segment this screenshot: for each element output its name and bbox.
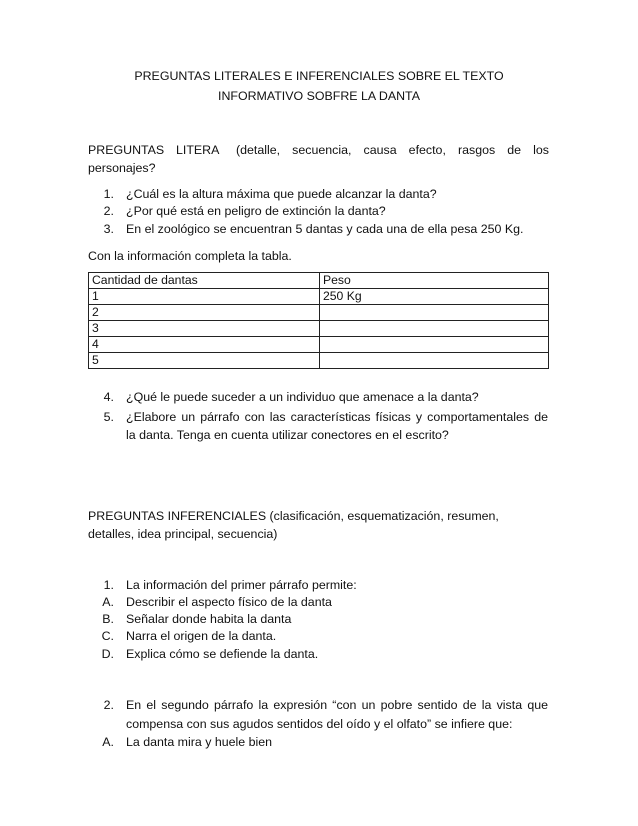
table-cell: 4 (89, 337, 320, 353)
option-text: La danta mira y huele bien (126, 735, 273, 749)
option-text: Señalar donde habita la danta (126, 612, 292, 626)
table-cell: 250 Kg (320, 289, 549, 305)
literal-heading-line2: personajes? (88, 161, 156, 175)
question-number: 5. (103, 410, 114, 424)
table-cell: 2 (89, 305, 320, 321)
question-number: 1. (103, 578, 114, 592)
inferential-heading-line2: detalles, idea principal, secuencia) (88, 527, 278, 541)
question-text-continued: compensa con sus agudos sentidos del oído y el olfato” se infiere que: (126, 717, 513, 731)
question-number: 3. (103, 222, 114, 236)
option-text: Explica cómo se defiende la danta. (126, 647, 319, 661)
question-text-continued: la danta. Tenga en cuenta utilizar conectores en el escrito? (126, 428, 449, 442)
document-title-line2: INFORMATIVO SOBFRE LA DANTA (218, 89, 420, 103)
option-letter: D. (101, 647, 114, 661)
option-letter: B. (102, 612, 114, 626)
option-letter: A. (102, 595, 114, 609)
question-text: ¿Qué le puede suceder a un individuo que amenace a la danta? (126, 390, 479, 404)
table-cell (320, 353, 549, 369)
table-intro: Con la información completa la tabla. (88, 249, 292, 263)
option-letter: C. (101, 629, 114, 643)
table-row (89, 321, 549, 337)
question-text: ¿Elabore un párrafo con las características físicas y comportamentales de (126, 410, 548, 424)
inferential-heading-line1: PREGUNTAS INFERENCIALES (clasificación, esquematización, resumen, (88, 509, 499, 523)
question-text: ¿Cuál es la altura máxima que puede alcanzar la danta? (126, 187, 437, 201)
literal-heading-rest: (detalle, secuencia, causa efecto, rasgos de los (236, 143, 549, 157)
table-row (89, 353, 549, 369)
literal-heading-word1: PREGUNTAS (88, 143, 165, 157)
table-header-cell: Cantidad de dantas (89, 273, 320, 289)
option-letter: A. (102, 735, 114, 749)
question-text: La información del primer párrafo permite: (126, 578, 357, 592)
table-cell (320, 305, 549, 321)
option-text: Describir el aspecto físico de la danta (126, 595, 332, 609)
question-text: En el segundo párrafo la expresión “con un pobre sentido de la vista que (126, 698, 548, 712)
document-title-line1: PREGUNTAS LITERALES E INFERENCIALES SOBRE EL TEXTO (134, 69, 504, 83)
table-cell (320, 321, 549, 337)
table-header-cell: Peso (320, 273, 549, 289)
question-number: 4. (103, 390, 114, 404)
option-text: Narra el origen de la danta. (126, 629, 277, 643)
table-row (89, 289, 549, 305)
table-row (89, 305, 549, 321)
table-header-row (89, 273, 549, 289)
question-number: 2. (103, 204, 114, 218)
table-cell: 5 (89, 353, 320, 369)
table-cell (320, 337, 549, 353)
table-cell: 3 (89, 321, 320, 337)
question-text: En el zoológico se encuentran 5 dantas y cada una de ella pesa 250 Kg. (126, 222, 524, 236)
literal-heading-word2: LITERA (176, 143, 220, 157)
question-text: ¿Por qué está en peligro de extinción la danta? (126, 204, 386, 218)
table-row (89, 337, 549, 353)
question-number: 2. (103, 698, 114, 712)
question-number: 1. (103, 187, 114, 201)
danta-weight-table (88, 272, 549, 369)
table-cell: 1 (89, 289, 320, 305)
